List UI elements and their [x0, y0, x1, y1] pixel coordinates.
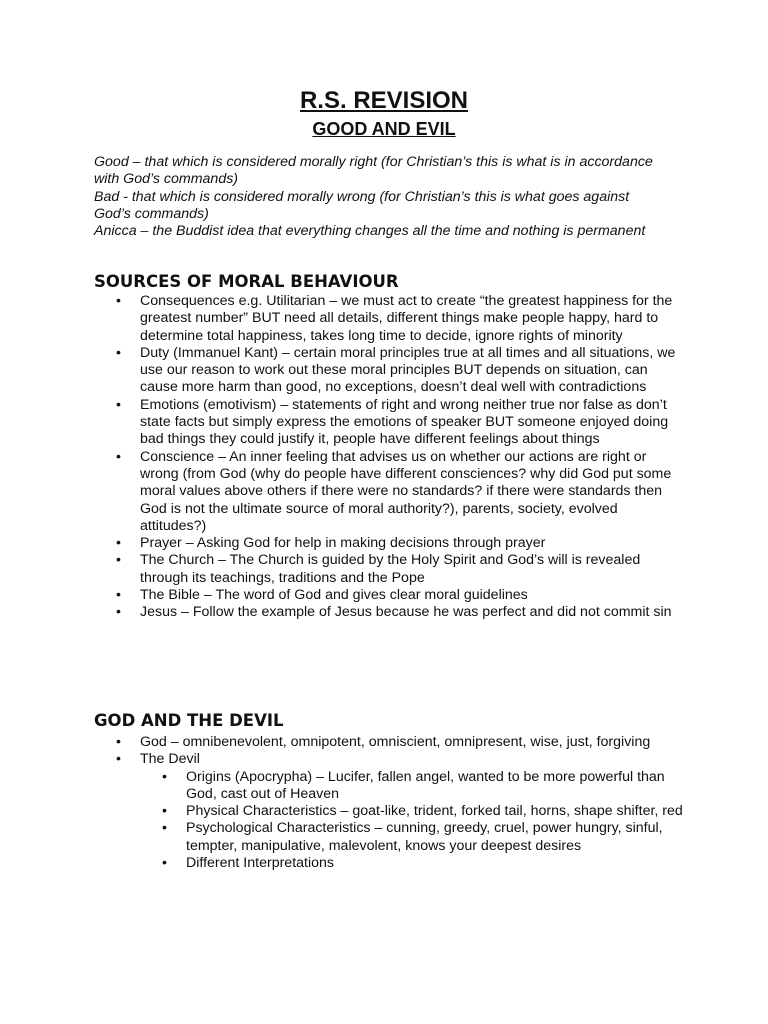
list-item-devil: [94, 751, 684, 872]
page-subtitle: GOOD AND EVIL: [312, 119, 456, 139]
list-item: • Prayer – Asking God for help in making decisions through prayer: [94, 535, 684, 552]
sub-list-item: • Origins (Apocrypha) – Lucifer, fallen angel, wanted to be more powerful than God, cast out of Heaven: [140, 769, 684, 804]
sub-list-item: • Psychological Characteristics – cunning, greedy, cruel, power hungry, sinful, tempter, manipulative, malevolent, knows your deepest desires: [140, 820, 684, 855]
definition-anicca: Anicca – the Buddist idea that everything changes all the time and nothing is permanent: [94, 223, 646, 240]
list-item: • Emotions (emotivism) – statements of right and wrong neither true nor false as don’t state facts but simply express the emotions of speaker BUT someone enjoyed doing bad things they could justify it, people have different feelings about things: [94, 397, 684, 449]
list-item: • Consequences e.g. Utilitarian – we must act to create “the greatest happiness for the greatest number” BUT need all details, different things make people happy, hard to determine total happiness, takes long time to decide, ignore rights of minority: [94, 293, 684, 345]
sub-list-item: • Physical Characteristics – goat-like, trident, forked tail, horns, shape shifter, red: [140, 803, 684, 820]
list-item: • The Bible – The word of God and gives clear moral guidelines: [94, 587, 684, 604]
definition-good: Good – that which is considered morally right (for Christian’s this is what is in accordance with God’s commands): [94, 154, 653, 188]
sources-list: [94, 293, 684, 622]
list-item-god: • God – omnibenevolent, omnipotent, omniscient, omnipresent, wise, just, forgiving: [94, 734, 684, 751]
list-item: • Duty (Immanuel Kant) – certain moral principles true at all times and all situations, we use our reason to work out these moral principles BUT depends on situation, can cause more harm than good, no exceptions, doesn’t deal well with contradictions: [94, 345, 684, 397]
sub-list-item: • Different Interpretations: [140, 855, 684, 872]
list-item: • Conscience – An inner feeling that advises us on whether our actions are right or wrong (from God (why do people have different consciences? why did God put some moral values above others if there were no standards? if there were standards then God is not the ultimate source of moral authority?), parents, society, evolved attitudes?): [94, 449, 684, 535]
list-item: • Jesus – Follow the example of Jesus because he was perfect and did not commit sin: [94, 604, 684, 621]
page-title: R.S. REVISION: [299, 87, 469, 114]
devil-sublist: [140, 769, 684, 873]
section-heading-sources: SOURCES OF MORAL BEHAVIOUR: [94, 272, 399, 291]
definition-bad: Bad - that which is considered morally wrong (for Christian’s this is what goes against God’s commands): [94, 188, 630, 222]
devil-label: The Devil: [140, 751, 200, 768]
definitions-block: [94, 154, 654, 240]
list-item: • The Church – The Church is guided by the Holy Spirit and God’s will is revealed through its teachings, traditions and the Pope: [94, 552, 684, 587]
god-devil-list: [94, 734, 684, 872]
section-heading-god-devil: GOD AND THE DEVIL: [94, 711, 284, 730]
